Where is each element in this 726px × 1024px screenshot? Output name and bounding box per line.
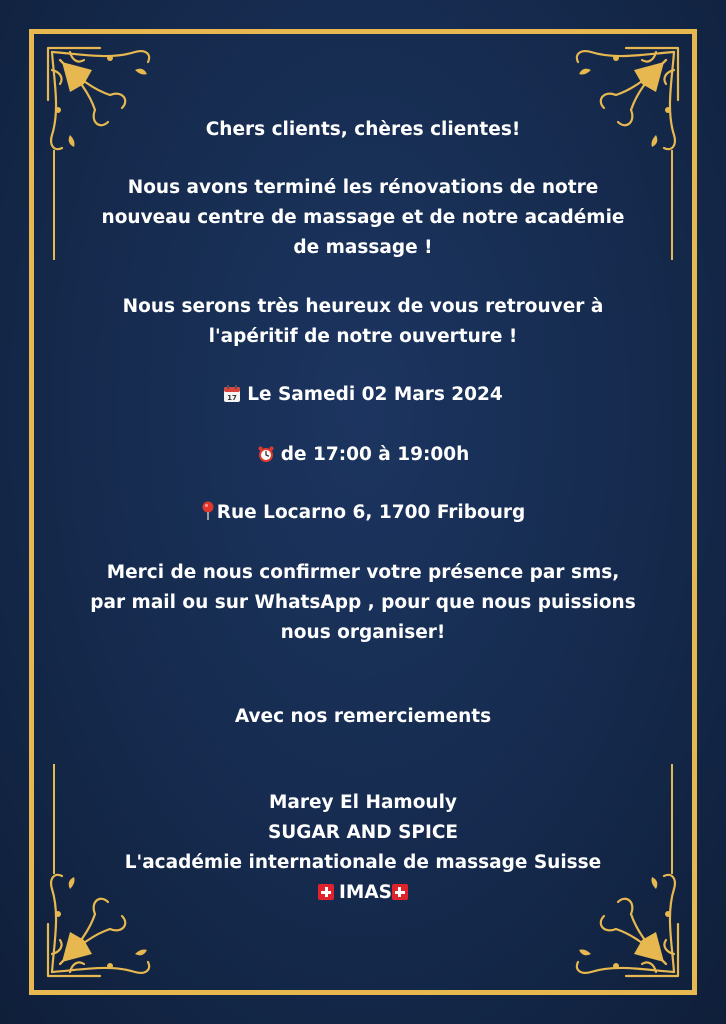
signature-name: Marey El Hamouly [268,792,457,813]
corner-ornament-top-right [556,40,686,170]
map-pin-icon [201,501,215,521]
corner-ornament-top-left [40,40,170,170]
signature-company: SUGAR AND SPICE [267,822,459,843]
event-address: Rue Locarno 6, 1700 Fribourg [80,498,646,528]
renovation-announcement: Nous avons terminé les rénovations de notre nouveau centre de massage et de notre académie de massage ! [101,177,625,258]
side-ornament-right-bottom [668,764,676,874]
signature-academy: L'académie internationale de massage Suisse [124,852,602,873]
signature-acronym-line: IMAS [80,878,646,908]
thanks-line: Avec nos remerciements [234,706,492,727]
aperitif-invitation: Nous serons très heureux de vous retrouver à l'apéritif de notre ouverture ! [122,296,604,347]
greeting: Chers clients, chères clientes! [205,119,521,140]
swiss-flag-icon [318,884,334,900]
event-date: 17 Le Samedi 02 Mars 2024 [80,380,646,410]
calendar-icon [223,385,241,403]
svg-text:17: 17 [227,394,238,402]
side-ornament-right-top [668,150,676,260]
alarm-clock-icon [257,445,275,463]
rsvp-request: Merci de nous confirmer votre présence par sms, par mail ou sur WhatsApp , pour que nous puissions nous organiser! [90,562,636,643]
event-time: de 17:00 à 19:00h [80,440,646,470]
side-ornament-left-bottom [50,764,58,874]
swiss-flag-icon [392,884,408,900]
side-ornament-left-top [50,150,58,260]
signature-block [80,788,646,908]
